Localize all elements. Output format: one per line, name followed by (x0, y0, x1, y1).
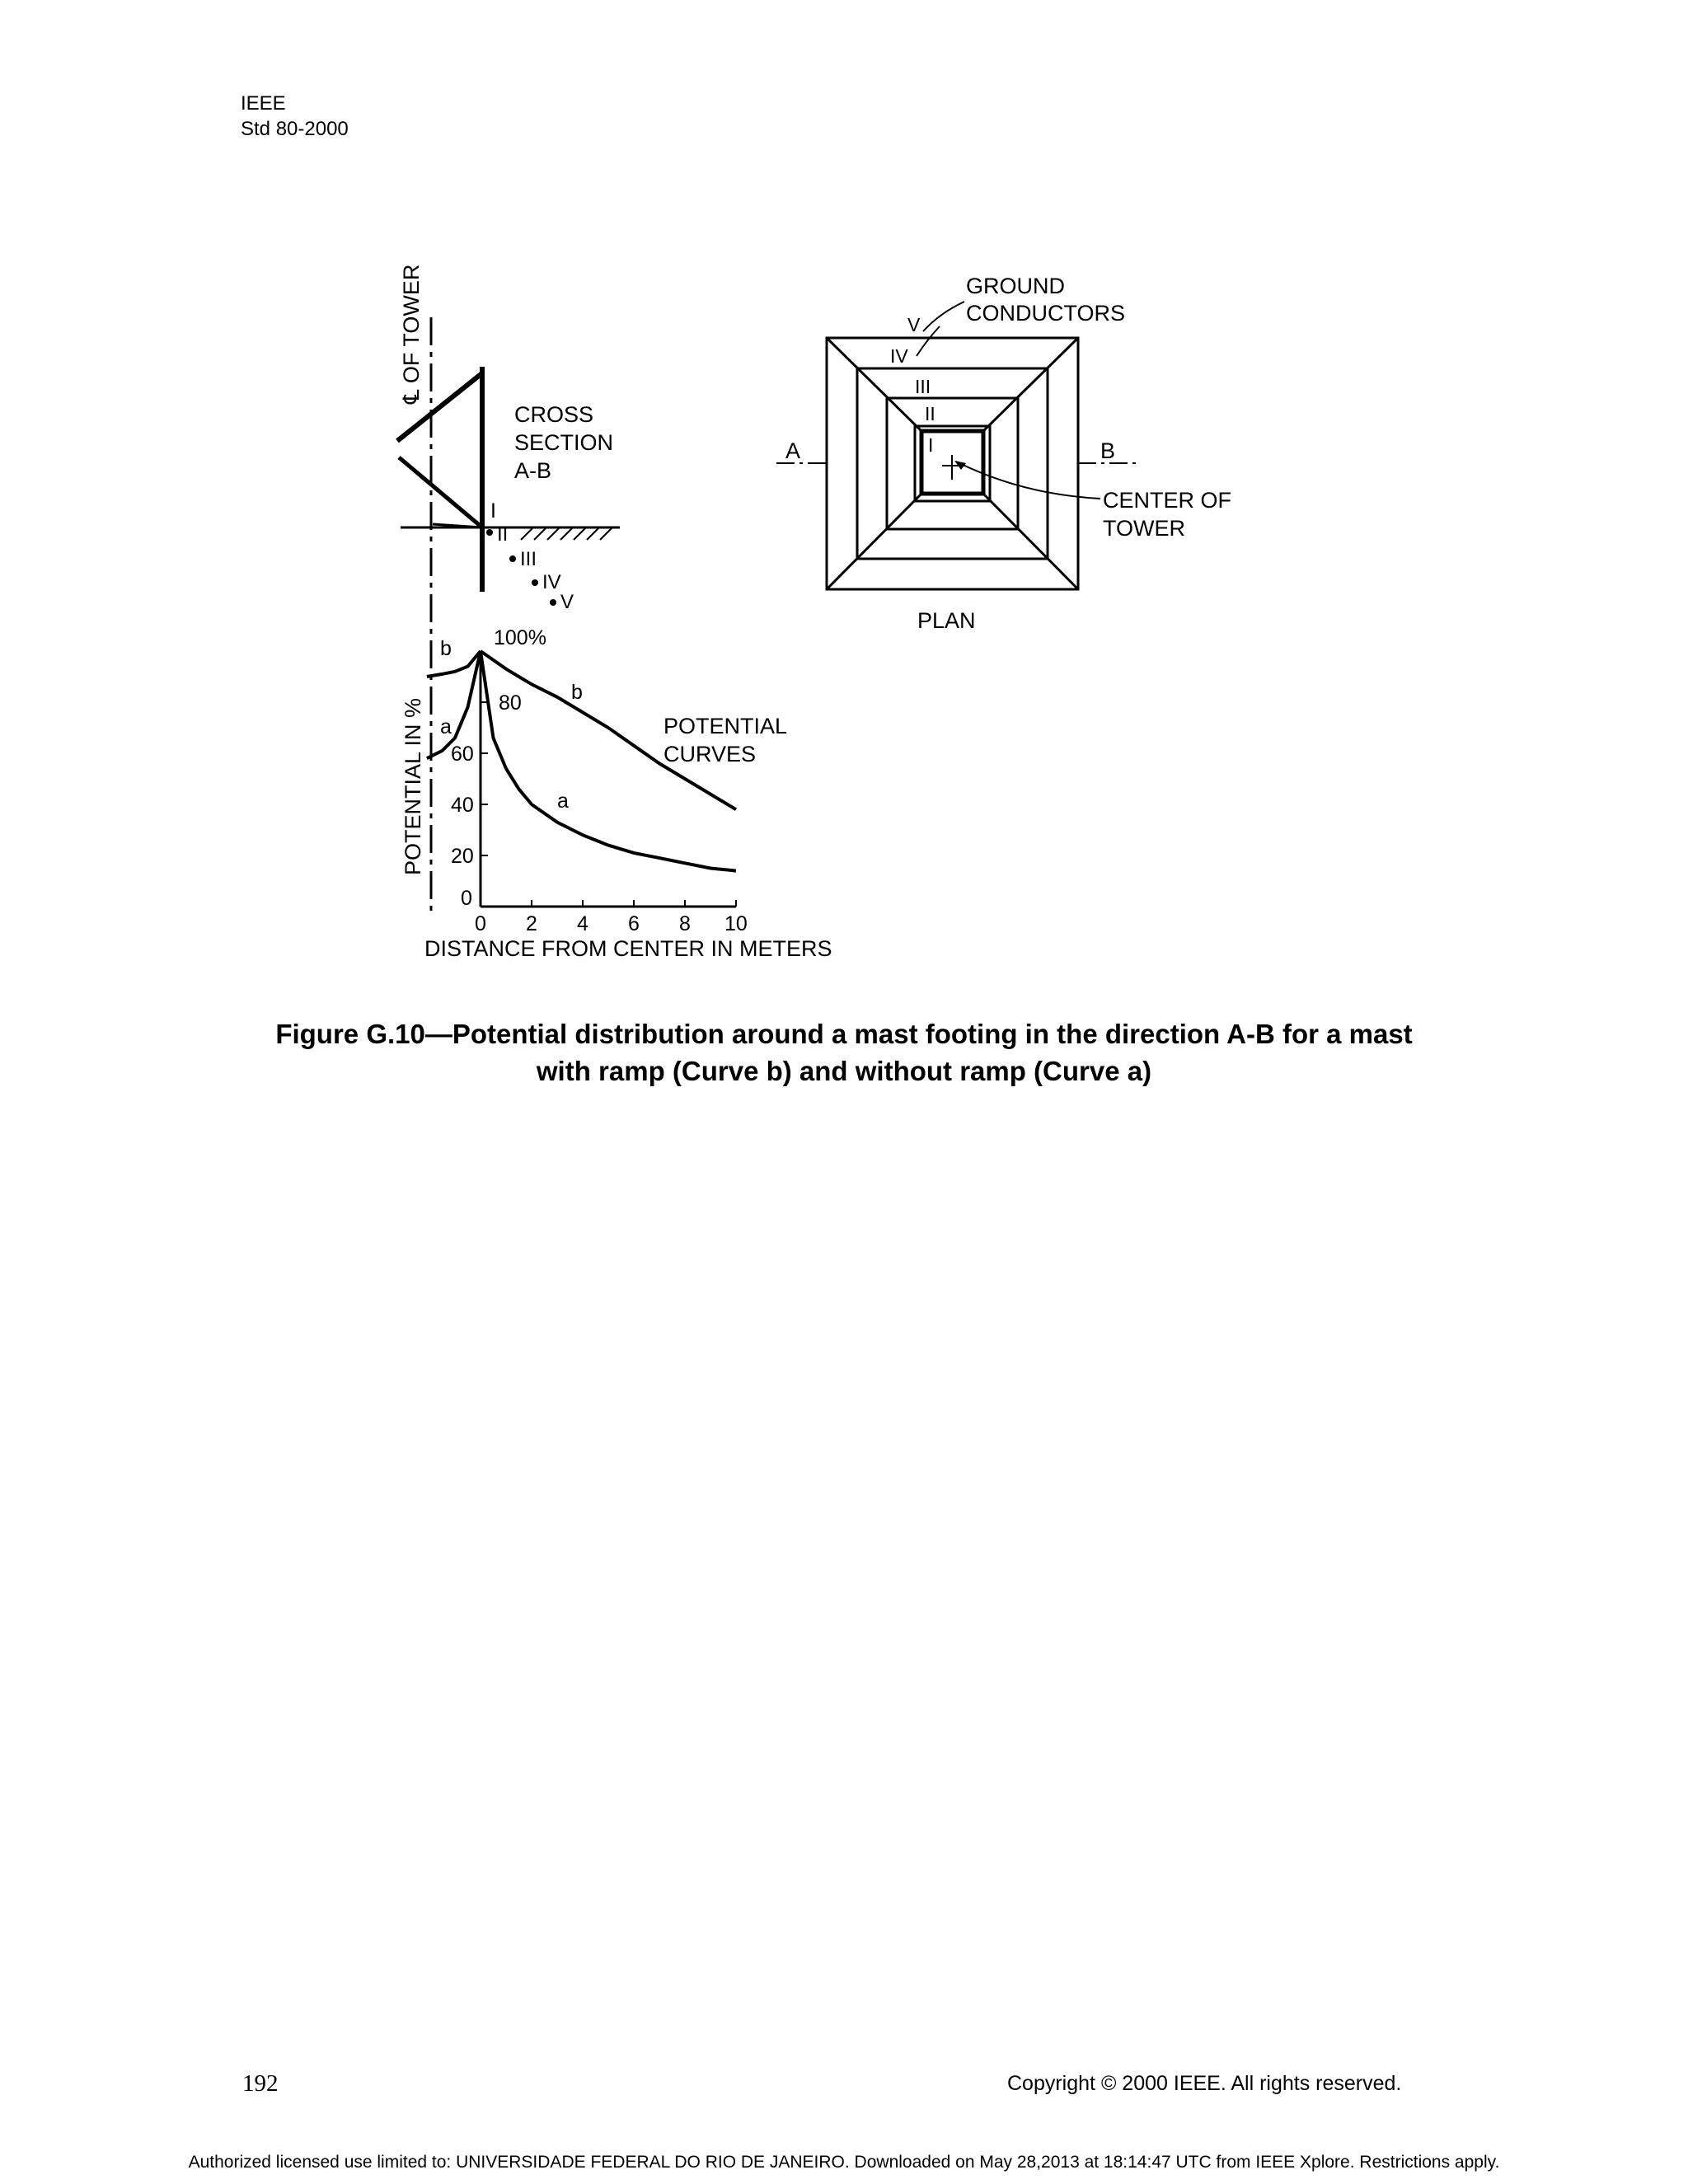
ring-label-v: V (907, 314, 921, 335)
y-tick-label: 100% (494, 626, 546, 649)
section-label-a: A (785, 438, 801, 463)
cross-section-diagram (397, 265, 620, 913)
point-label-iii: III (520, 548, 537, 570)
copyright-notice: Copyright © 2000 IEEE. All rights reserved. (1007, 2072, 1402, 2095)
x-tick-label: 4 (577, 912, 588, 935)
ground-conductors-label-2: CONDUCTORS (966, 301, 1126, 326)
y-tick-label: 40 (451, 794, 474, 817)
x-tick-label: 10 (724, 912, 748, 935)
section-label-b: B (1100, 438, 1116, 463)
point-iv-marker (532, 579, 538, 586)
caption-line-1: Figure G.10—Potential distribution around a mast footing in the direction A-B for a mast (275, 1019, 1413, 1049)
figure-caption (247, 1015, 1441, 1090)
x-ticks (475, 900, 748, 935)
tower-axis-label: ℄ OF TOWER (399, 264, 424, 404)
point-ii-marker (486, 529, 493, 536)
ring-label-ii: II (925, 403, 935, 424)
x-tick-label: 6 (628, 912, 640, 935)
x-tick-label: 2 (526, 912, 537, 935)
ground-conductors-label-1: GROUND (966, 274, 1065, 298)
ring-label-i: I (928, 434, 934, 456)
header-org: IEEE (241, 92, 286, 115)
cross-section-title-3: A-B (514, 458, 552, 483)
header-standard-number: Std 80-2000 (241, 118, 349, 140)
potential-curves-label-2: CURVES (663, 742, 757, 766)
caption-line-2: with ramp (Curve b) and without ramp (Curve a) (536, 1056, 1152, 1086)
plan-title: PLAN (917, 608, 976, 633)
cross-section-title-2: SECTION (514, 430, 614, 455)
ring-label-iv: IV (890, 345, 908, 367)
point-iii-marker (509, 555, 516, 562)
point-label-i: I (490, 499, 496, 523)
x-tick-label: 0 (475, 912, 486, 935)
curve-label-a: a (557, 790, 569, 813)
point-v-marker (550, 599, 556, 606)
center-of-tower-label-2: TOWER (1103, 516, 1185, 541)
license-notice: Authorized licensed use limited to: UNIVERSIDADE FEDERAL DO RIO DE JANEIRO. Downloaded on May 28,2013 at 18:14:47 UTC from IEEE Xplore. Restrictions apply. (188, 2153, 1500, 2172)
x-axis-label: DISTANCE FROM CENTER IN METERS (424, 936, 832, 961)
y-axis-label: POTENTIAL IN % (401, 697, 425, 875)
y-tick-label: 0 (461, 887, 472, 910)
center-of-tower-label-1: CENTER OF (1103, 488, 1232, 513)
lower-brace (399, 457, 482, 527)
plan-diagram (776, 274, 1231, 633)
curve-label-a-inner: a (440, 715, 452, 738)
curve-label-b-inner: b (440, 637, 452, 660)
point-label-iv: IV (542, 571, 561, 593)
ground-conductors-leader (923, 302, 964, 331)
y-tick-label: 80 (499, 691, 522, 715)
y-tick-label: 20 (451, 845, 474, 868)
potential-chart (401, 626, 832, 961)
point-label-ii: II (497, 523, 509, 546)
ring-label-iii: III (915, 376, 931, 397)
point-label-v: V (560, 591, 574, 613)
x-tick-label: 8 (679, 912, 691, 935)
soil-hatching (521, 528, 612, 540)
curve-b-inner (427, 651, 481, 677)
y-tick-label: 60 (451, 743, 474, 766)
figure-g10 (0, 0, 1688, 1005)
cross-section-title-1: CROSS (514, 402, 594, 427)
page-number: 192 (242, 2070, 279, 2097)
potential-curves-label-1: POTENTIAL (663, 714, 788, 738)
curve-label-b: b (571, 681, 583, 704)
